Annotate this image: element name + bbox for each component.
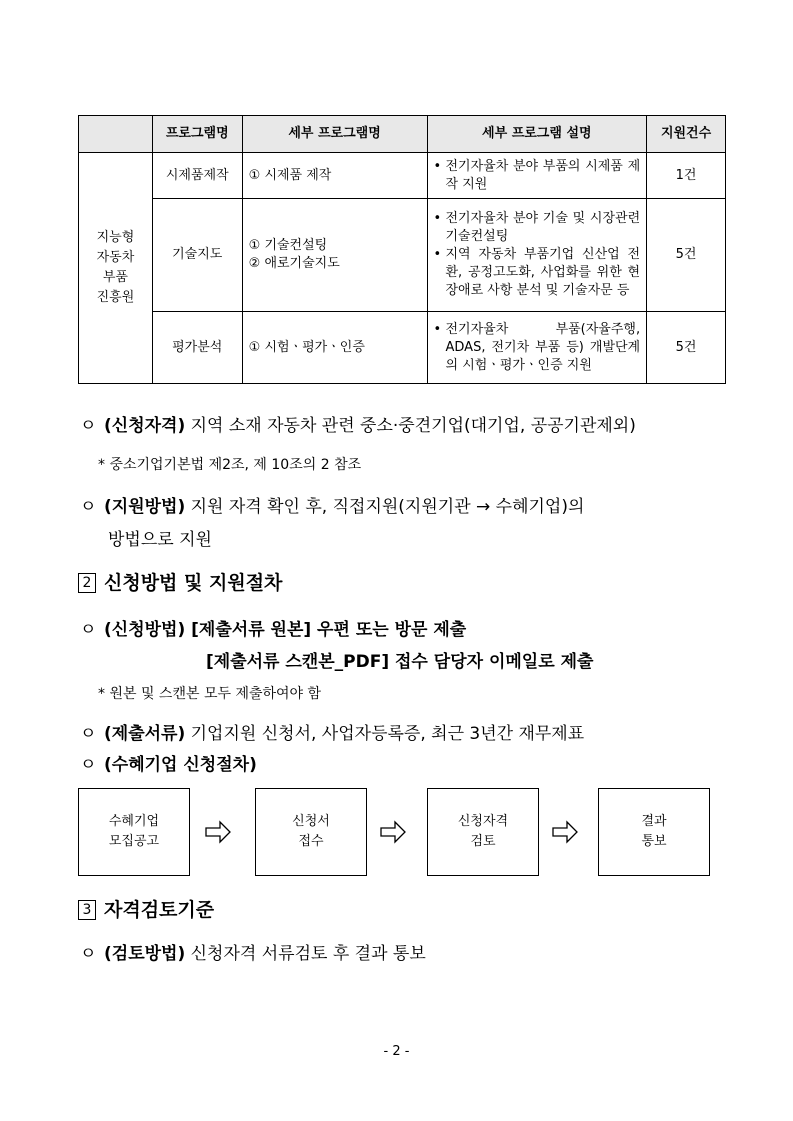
docs-label: (제출서류) [104,724,186,744]
sub-program-item: ② 애로기술지도 [248,256,340,271]
org-line: 부품 [102,270,128,285]
table-row [79,153,726,199]
header-program: 프로그램명 [152,116,242,153]
bullet-mark: ㅇ [80,724,97,744]
section-title: 자격검토기준 [104,899,215,921]
section-title: 신청방법 및 지원절차 [104,572,283,594]
flow-step-line: 신청자격 [457,814,509,829]
review-line [80,942,426,966]
bullet-mark: ㅇ [80,755,97,775]
bullet-mark: ㅇ [80,497,97,517]
procedure-line [80,753,257,777]
section-3-heading [78,897,214,923]
flow-step-line: 모집공고 [108,834,160,849]
program-table [78,115,726,384]
procedure-label: (수혜기업 신청절차) [104,755,257,775]
method-text: 지원 자격 확인 후, 직접지원(지원기관 → 수혜기업)의 [185,497,585,517]
count-cell: 5건 [647,312,726,384]
flow-step-line: 통보 [641,834,667,849]
table-row [79,199,726,312]
org-line: 자동차 [96,250,135,265]
flow-step [598,788,710,876]
sub-program-item: ① 시험ㆍ평가ㆍ인증 [248,339,365,355]
org-line: 진흥원 [96,290,135,305]
apply-text: [제출서류 원본] 우편 또는 방문 제출 [185,620,467,640]
docs-line [80,722,584,746]
apply-label: (신청방법) [104,620,186,640]
header-count: 지원건수 [647,116,726,153]
sub-program-item: ① 기술컨설팅 [248,238,328,253]
eligibility-line [80,414,636,438]
bullet-mark: ㅇ [80,416,97,436]
flow-step-line: 신청서 [292,814,330,829]
eligibility-text: 지역 소재 자동차 관련 중소·중견기업(대기업, 공공기관제외) [185,416,636,436]
flow-step-line: 접수 [298,834,324,849]
method-label: (지원방법) [104,497,186,517]
review-text: 신청자격 서류검토 후 결과 통보 [185,944,426,964]
docs-text: 기업지원 신청서, 사업자등록증, 최근 3년간 재무제표 [185,724,585,744]
org-line: 지능형 [96,230,135,245]
description-bullet: • 지역 자동차 부품기업 신산업 전환, 공정고도화, 사업화를 위한 현장애로 사항 분석 및 기술자문 등 [433,247,641,298]
apply-text-2: [제출서류 스캔본_PDF] 접수 담당자 이메일로 제출 [206,652,594,672]
count-cell: 5건 [647,199,726,312]
sub-program-cell [242,312,427,384]
method-line [80,495,584,519]
right-arrow-icon [204,818,232,846]
bullet-mark: ㅇ [80,620,97,640]
description-bullet: • 전기자율차 분야 기술 및 시장관련 기술컨설팅 [433,211,641,244]
apply-line-2 [206,650,593,674]
sub-program-cell [242,153,427,199]
section-2-heading [78,570,282,596]
flow-step [427,788,539,876]
method-text-continued: 방법으로 지원 [108,530,212,550]
eligibility-note: * 중소기업기본법 제2조, 제 10조의 2 참조 [98,457,362,473]
flow-step-line: 검토 [470,834,496,849]
review-label: (검토방법) [104,944,186,964]
description-cell [427,312,647,384]
header-description: 세부 프로그램 설명 [427,116,647,153]
count-cell: 1건 [647,153,726,199]
sub-program-cell [242,199,427,312]
description-cell [427,153,647,199]
section-number: 2 [78,573,96,593]
header-sub-program: 세부 프로그램명 [242,116,427,153]
header-org [79,116,153,153]
right-arrow-icon [551,818,579,846]
description-bullet: • 전기자율차 부품(자율주행, ADAS, 전기차 부품 등) 개발단계의 시험ㆍ평가ㆍ인증 지원 [433,321,641,373]
table-row [79,312,726,384]
table-header-row [79,116,726,153]
page-number: - 2 - [383,1044,410,1059]
flow-step-line: 결과 [641,814,667,829]
description-cell [427,199,647,312]
apply-note: * 원본 및 스캔본 모두 제출하여야 함 [98,686,322,702]
org-cell [79,153,153,384]
section-number: 3 [78,900,96,920]
flow-step [78,788,190,876]
description-bullet: • 전기자율차 분야 부품의 시제품 제작 지원 [433,158,641,192]
program-name: 기술지도 [152,199,242,312]
program-name: 평가분석 [152,312,242,384]
program-name: 시제품제작 [152,153,242,199]
sub-program-item: ① 시제품 제작 [248,167,332,183]
eligibility-label: (신청자격) [104,416,186,436]
flow-step [255,788,367,876]
bullet-mark: ㅇ [80,944,97,964]
flow-step-line: 수혜기업 [108,814,160,829]
apply-line [80,618,466,642]
right-arrow-icon [379,818,407,846]
